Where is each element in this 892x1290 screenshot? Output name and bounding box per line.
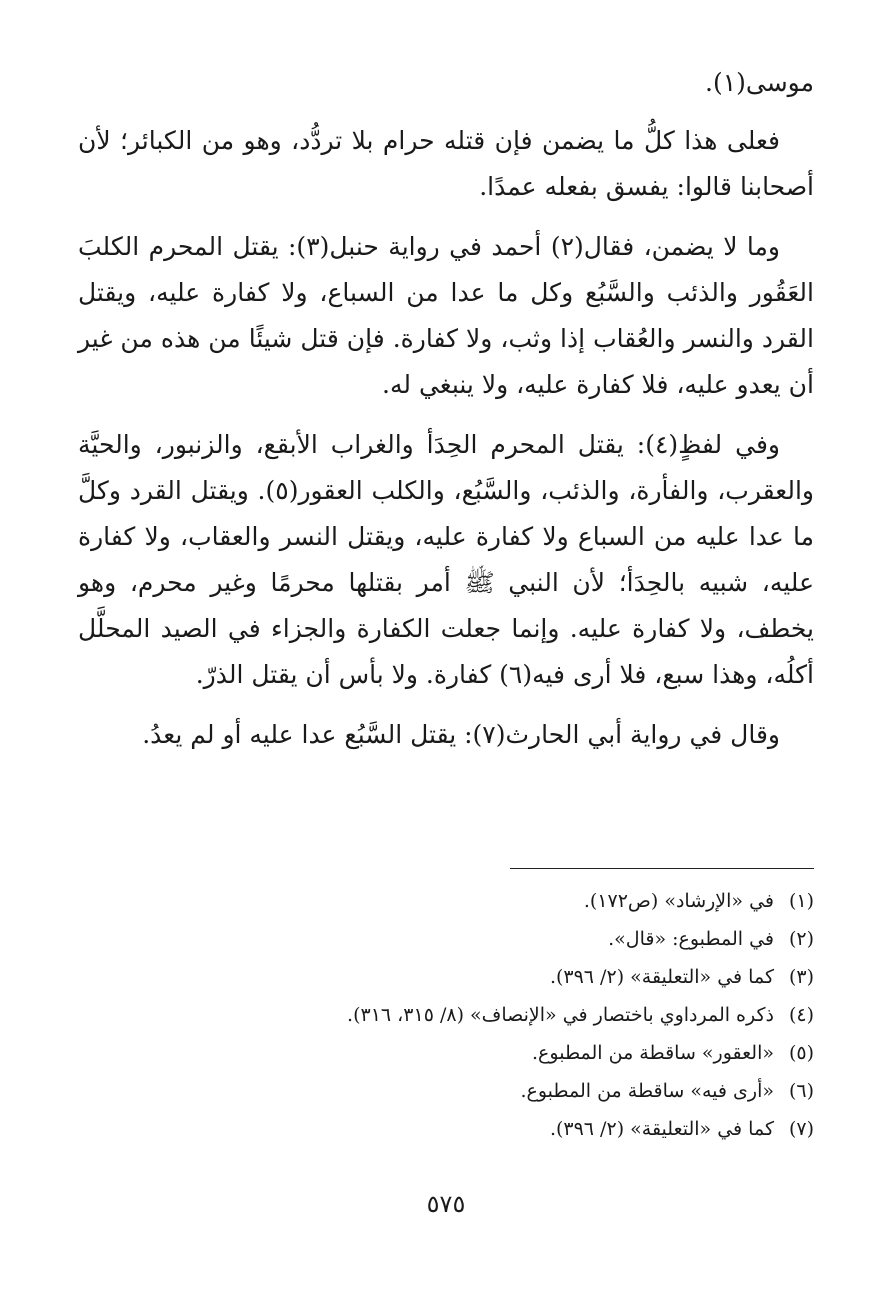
footnote-text: كما في «التعليقة» (٢/ ٣٩٦). — [549, 1118, 774, 1140]
footnote-number: (٧) — [788, 1118, 814, 1140]
footnote-number: (٥) — [788, 1042, 814, 1064]
paragraph: وما لا يضمن، فقال(٢) أحمد في رواية حنبل(٣): يقتل المحرم الكلبَ العَقُور والذئب والسَّبُع وكل ما عدا من السباع، ولا كفارة عليه، ويقتل القرد والنسر والعُقاب إذا وثب، ولا كفارة. فإن قتل شيئًا من هذه من غير أن يعدو عليه، فلا كفارة عليه، ولا ينبغي له. — [78, 232, 814, 399]
footnote-number: (٦) — [788, 1080, 814, 1102]
footnote-text: كما في «التعليقة» (٢/ ٣٩٦). — [549, 966, 774, 988]
footnote-number: (١) — [788, 890, 814, 912]
main-text — [78, 60, 814, 772]
footnote-number: (٣) — [788, 966, 814, 988]
paragraph-continuation: موسى(١). — [705, 68, 814, 97]
footnote-item — [78, 958, 814, 996]
footnote-number: (٢) — [788, 928, 814, 950]
footnote-item — [78, 1110, 814, 1148]
footnotes — [78, 882, 814, 1148]
footnote-text: ذكره المرداوي باختصار في «الإنصاف» (٨/ ٣١٥، ٣١٦). — [347, 1004, 774, 1026]
paragraph: وفي لفظٍ(٤): يقتل المحرم الحِدَأ والغراب الأبقع، والزنبور، والحيَّة والعقرب، والفأرة، والذئب، والسَّبُع، والكلب العقور(٥). ويقتل القرد وكلَّ ما عدا عليه من السباع ولا كفارة عليه، ويقتل النسر والعقاب، ولا كفارة عليه، شبيه بالحِدَأ؛ لأن النبي ﷺ أمر بقتلها محرمًا وغير محرم، وهو يخطف، ولا كفارة عليه. وإنما جعلت الكفارة والجزاء في الصيد المحلَّل أكلُه، وهذا سبع، فلا أرى فيه(٦) كفارة. ولا بأس أن يقتل الذرّ. — [78, 430, 814, 689]
paragraph: فعلى هذا كلُّ ما يضمن فإن قتله حرام بلا تردُّد، وهو من الكبائر؛ لأن أصحابنا قالوا: يفسق بفعله عمدًا. — [78, 126, 814, 201]
footnote-item — [78, 920, 814, 958]
page-number: ٥٧٥ — [426, 1190, 466, 1218]
footnote-item — [78, 882, 814, 920]
paragraph: وقال في رواية أبي الحارث(٧): يقتل السَّبُع عدا عليه أو لم يعدُ. — [142, 720, 780, 749]
footnote-text: «العقور» ساقطة من المطبوع. — [532, 1042, 774, 1064]
footnote-number: (٤) — [788, 1004, 814, 1026]
footnote-text: في المطبوع: «قال». — [608, 928, 774, 950]
footnote-item — [78, 1072, 814, 1110]
footnote-divider — [510, 868, 814, 869]
footnote-text: في «الإرشاد» (ص١٧٢). — [583, 890, 774, 912]
footnote-item — [78, 996, 814, 1034]
footnote-text: «أرى فيه» ساقطة من المطبوع. — [520, 1080, 774, 1102]
footnote-item — [78, 1034, 814, 1072]
